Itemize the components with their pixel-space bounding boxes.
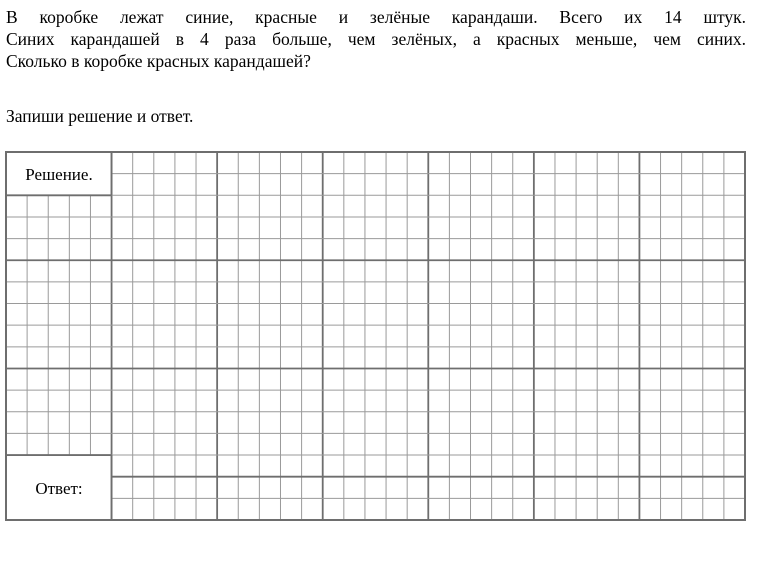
instruction-text: Запиши решение и ответ. xyxy=(6,106,194,126)
solution-label: Решение. xyxy=(25,165,93,184)
task-line-1: В коробке лежат синие, красные и зелёные карандаши. Всего их 14 штук. xyxy=(6,7,746,27)
task-line-2: Синих карандашей в 4 раза больше, чем зелёных, а красных меньше, чем синих. xyxy=(6,29,746,49)
grid-frame xyxy=(6,152,745,520)
task-line-3: Сколько в коробке красных карандашей? xyxy=(6,51,311,71)
answer-label: Ответ: xyxy=(35,479,83,498)
